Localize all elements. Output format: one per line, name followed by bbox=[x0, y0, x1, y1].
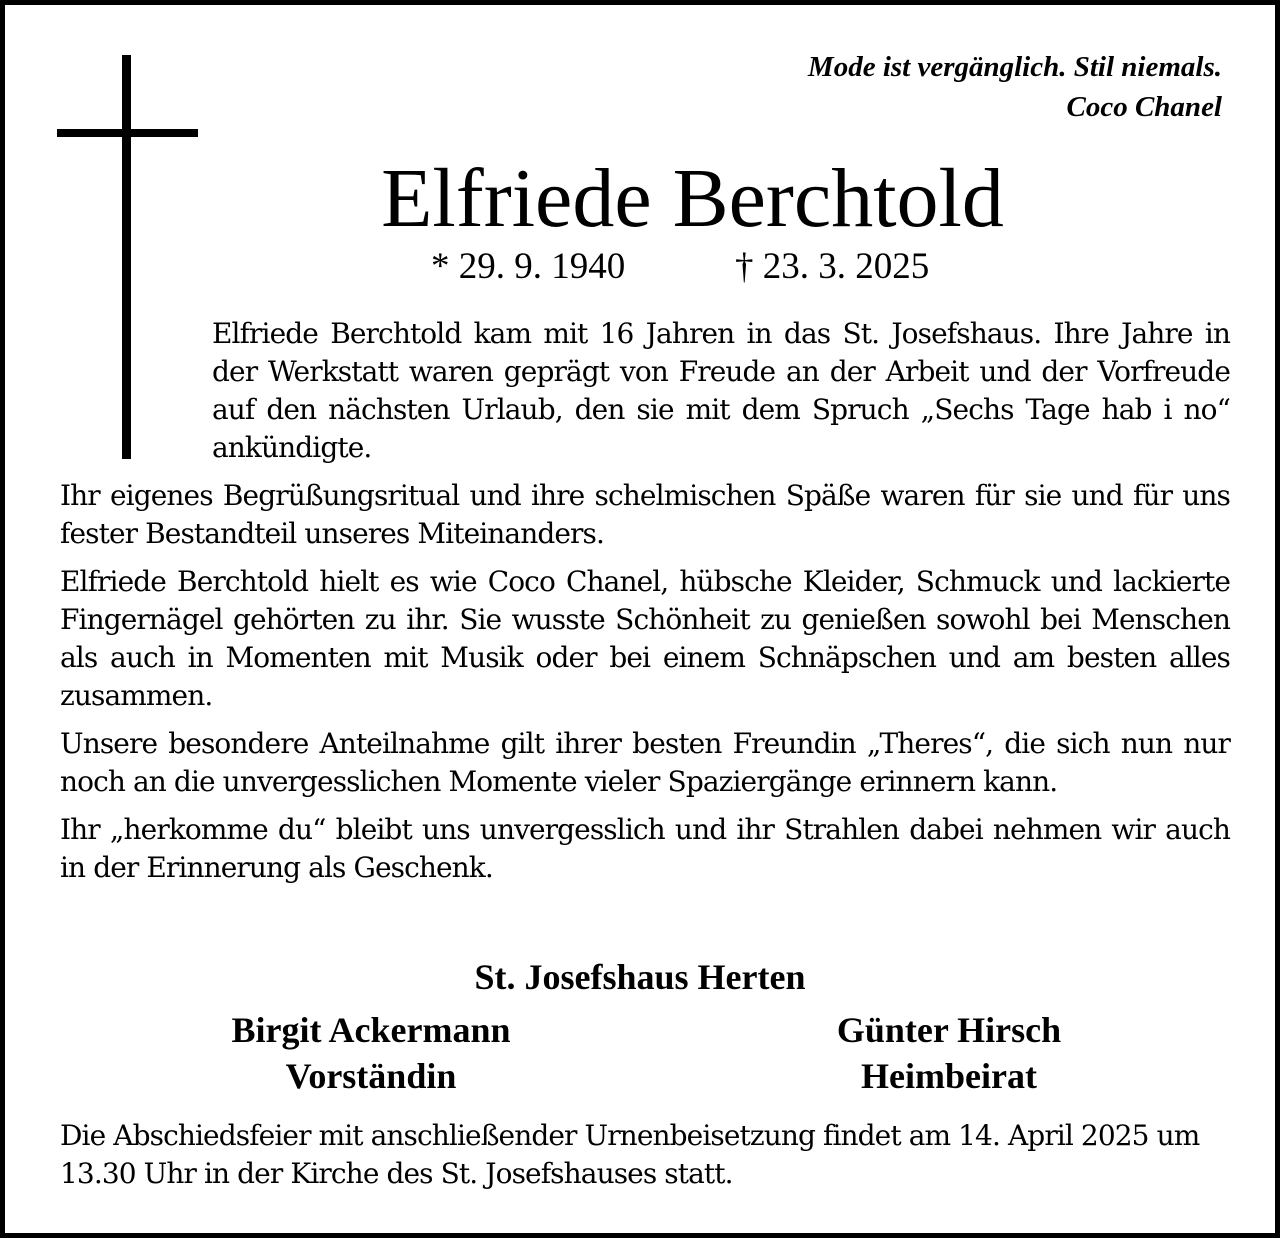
funeral-notice: Die Abschiedsfeier mit anschließender Urnenbeisetzung findet am 14. April 2025 um 13.30 Uhr in der Kirche des St. Josefshauses statt. bbox=[60, 1119, 1200, 1190]
paragraph: Elfriede Berchtold hielt es wie Coco Chanel, hübsche Kleider, Schmuck und lackierte Fingernägel gehörten zu ihr. Sie wusste Schönheit zu genießen sowohl bei Menschen als auch in Momenten mit Musik oder bei einem Schnäpschen und am besten alles zusammen. bbox=[60, 565, 1230, 712]
epigraph bbox=[808, 47, 1222, 127]
epigraph-author: Coco Chanel bbox=[1066, 91, 1222, 123]
paragraph: Unsere besondere Anteilnahme gilt ihrer besten Freundin „Theres“, die sich nun nur noch an die unvergesslichen Momente vieler Spaziergänge erinnern kann. bbox=[60, 727, 1230, 798]
intro-paragraph: Elfriede Berchtold kam mit 16 Jahren in das St. Josefshaus. Ihre Jahre in der Werkstatt waren geprägt von Freude an der Arbeit und der Vorfreude auf den nächsten Urlaub, den sie mit dem Spruch „Sechs Tage hab i no“ ankündigte. bbox=[212, 317, 1230, 464]
paragraph: Ihr eigenes Begrüßungsritual und ihre schelmischen Späße waren für sie und für uns fester Bestandteil unseres Miteinanders. bbox=[60, 479, 1230, 550]
death-date: † 23. 3. 2025 bbox=[735, 246, 930, 287]
deceased-name: Elfriede Berchtold bbox=[381, 152, 1004, 245]
signatory-name: Günter Hirsch bbox=[836, 1010, 1062, 1050]
life-dates bbox=[5, 243, 1275, 291]
epigraph-text: Mode ist vergänglich. Stil niemals. bbox=[807, 51, 1222, 83]
body-text bbox=[60, 477, 1230, 897]
paragraph: Ihr „herkomme du“ bleibt uns unvergesslich und ihr Strahlen dabei nehmen wir auch in der Erinnerung als Geschenk. bbox=[60, 813, 1230, 884]
birth-date: * 29. 9. 1940 bbox=[431, 246, 626, 287]
signatory-right bbox=[729, 1007, 1169, 1099]
signatory-role: Heimbeirat bbox=[861, 1056, 1037, 1096]
cross-icon-bar bbox=[57, 129, 198, 137]
signatory-role: Vorständin bbox=[285, 1056, 457, 1096]
signatory-left bbox=[151, 1007, 591, 1099]
organization-name: St. Josefshaus Herten bbox=[474, 957, 806, 997]
signatory-name: Birgit Ackermann bbox=[231, 1010, 511, 1050]
